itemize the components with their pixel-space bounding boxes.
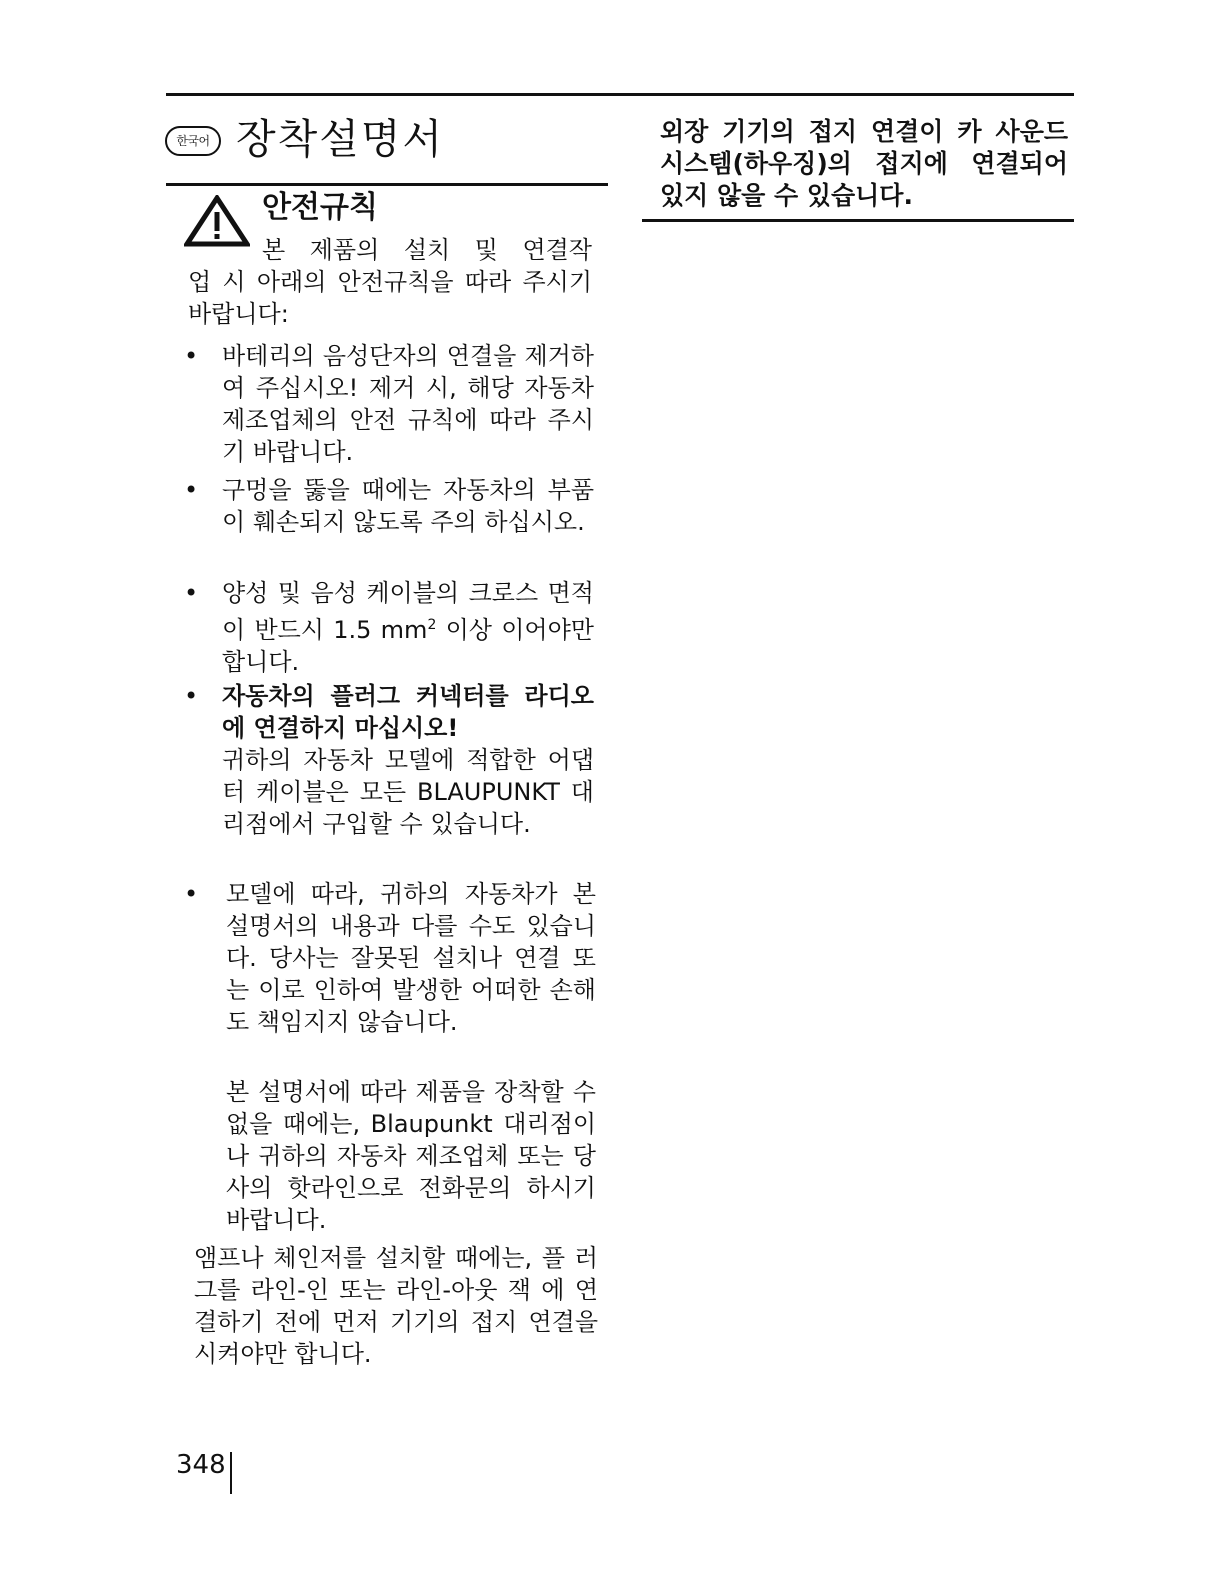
- safety-item: 귀하의 자동차 모델에 적합한 어댑터 케이블은 모든 BLAUPUNKT 대리점에서 구입할 수 있습니다.: [222, 746, 594, 838]
- bullet-marker: •: [184, 682, 199, 710]
- cable-spec-text: 양성 및 음성 케이블의 크로스 면적이 반드시 1.5 mm: [222, 579, 594, 644]
- note-rule: [642, 219, 1074, 222]
- safety-item: 구멍을 뚫을 때에는 자동차의 부품이 훼손되지 않도록 주의 하십시오.: [222, 476, 594, 536]
- grounding-note: 외장 기기의 접지 연결이 카 사운드 시스템(하우징)의 접지에 연결되어 있지 않을 수 있습니다.: [660, 117, 1068, 210]
- safety-item: [222, 577, 594, 678]
- plug-warning: 자동차의 플러그 커넥터를 라디오에 연결하지 마십시오!: [222, 682, 594, 742]
- grounding-paragraph: 앰프나 체인저를 설치할 때에는, 플 러그를 라인-인 또는 라인-아웃 잭 에 연결하기 전에 먼저 기기의 접지 연결을 시켜야만 합니다.: [194, 1244, 598, 1368]
- page-title: 장착설명서: [236, 115, 445, 163]
- safety-item: 모델에 따라, 귀하의 자동차가 본 설명서의 내용과 다를 수도 있습니다. 당사는 잘못된 설치나 연결 또는 이로 인하여 발생한 어떠한 손해도 책임지지 않습니다.: [226, 880, 596, 1036]
- hotline-note: 본 설명서에 따라 제품을 장착할 수 없을 때에는, Blaupunkt 대리점이나 귀하의 자동차 제조업체 또는 당사의 핫라인으로 전화문의 하시기 바랍니다.: [226, 1078, 596, 1234]
- bullet-marker: •: [184, 342, 199, 370]
- bullet-marker: •: [184, 579, 199, 607]
- superscript: 2: [427, 617, 437, 633]
- top-rule: [166, 93, 1074, 96]
- intro-text: 업 시 아래의 안전규칙을 따라 주시기 바랍니다:: [188, 268, 592, 328]
- bullet-marker: •: [184, 880, 199, 908]
- page-number: 348: [176, 1450, 226, 1480]
- warning-triangle-icon: [184, 195, 250, 247]
- section-rule: [166, 183, 608, 186]
- language-badge: 한국어: [165, 126, 221, 156]
- bullet-marker: •: [184, 476, 199, 504]
- safety-item: 바테리의 음성단자의 연결을 제거하여 주십시오! 제거 시, 해당 자동차 제조업체의 안전 규칙에 따라 주시기 바랍니다.: [222, 342, 594, 466]
- intro-text-first-line: 본 제품의 설치 및 연결작: [262, 236, 592, 264]
- safety-heading: 안전규칙: [262, 190, 378, 225]
- page-number-bar: [230, 1452, 232, 1494]
- cable-spec-text-end: 이상 이어야만 합니다.: [222, 616, 594, 676]
